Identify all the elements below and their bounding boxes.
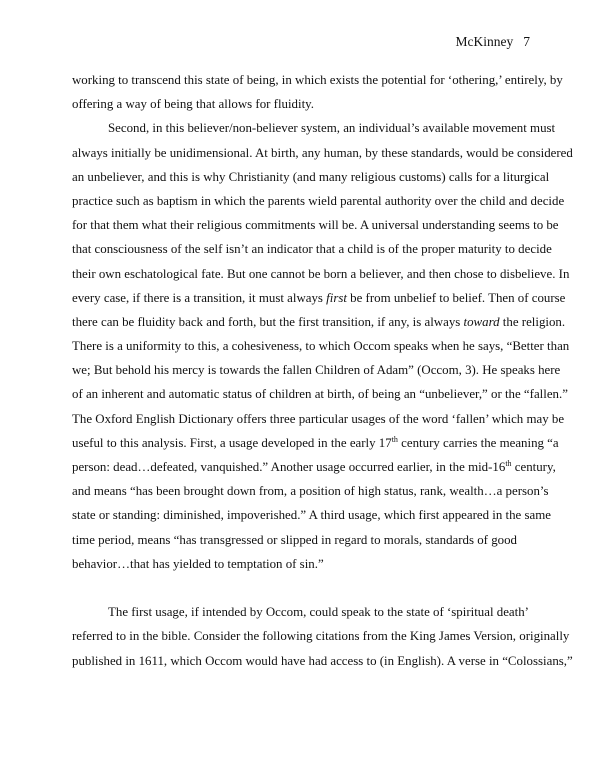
text-line: of an inherent and automatic status of children at birth, of being an “unbeliever,” or the “fallen.” — [72, 387, 568, 402]
text-line: for that them what their religious commitments will be. A universal understanding seems to be — [72, 218, 559, 233]
text-line: and means “has been brought down from, a position of high status, rank, wealth…a person’s — [72, 484, 549, 499]
text-line: their own eschatological fate. But one cannot be born a believer, and then chose to disbelieve. In — [72, 266, 570, 281]
paragraph-gap — [72, 576, 532, 600]
text-line: working to transcend this state of being, in which exists the potential for ‘othering,’ entirely, by — [72, 73, 563, 87]
body-text — [72, 68, 573, 673]
text-line: behavior…that has yielded to temptation of sin.” — [72, 556, 324, 571]
emphasis-first: first — [326, 290, 347, 305]
text-line: we; But behold his mercy is towards the fallen Children of Adam” (Occom, 3). He speaks here — [72, 363, 561, 378]
text-line: every case, if there is a transition, it must always first be from unbelief to belief. Then of course — [72, 290, 566, 305]
emphasis-toward: toward — [463, 314, 500, 329]
superscript-th: th — [505, 459, 512, 468]
text-line: person: dead…defeated, vanquished.” Another usage occurred earlier, in the mid-16th century, — [72, 459, 556, 474]
text-line: there can be fluidity back and forth, but the first transition, if any, is always toward the religion. — [72, 314, 566, 329]
text-line: The Oxford English Dictionary offers three particular usages of the word ‘fallen’ which may be — [72, 411, 565, 426]
paragraph-start-line: Second, in this believer/non-believer system, an individual’s available movement must — [108, 121, 556, 136]
text-line: referred to in the bible. Consider the following citations from the King James Version, originally — [72, 629, 570, 644]
running-header — [456, 34, 531, 50]
superscript-th: th — [391, 434, 398, 444]
text-line: state or standing: diminished, impoverished.” A third usage, which first appeared in the same — [72, 508, 551, 523]
text-line: useful to this analysis. First, a usage developed in the early 17th century carries the meaning “a — [72, 434, 559, 450]
text-line: that consciousness of the self isn’t an indicator that a child is of the proper maturity to decide — [72, 242, 552, 257]
header-page-number: 7 — [523, 34, 530, 49]
text-line: offering a way of being that allows for fluidity. — [72, 97, 314, 112]
text-line: There is a uniformity to this, a cohesiveness, to which Occom speaks when he says, “Better than — [72, 339, 570, 354]
text-line: an unbeliever, and this is why Christianity (and many religious customs) calls for a liturgical — [72, 169, 550, 184]
header-author: McKinney — [455, 34, 514, 49]
text-line: published in 1611, which Occom would have had access to (in English). A verse in “Colossians,” — [72, 653, 573, 668]
text-line: time period, means “has transgressed or slipped in regard to morals, standards of good — [72, 532, 517, 547]
paragraph-start-line: The first usage, if intended by Occom, could speak to the state of ‘spiritual death’ — [108, 605, 529, 620]
text-line: practice such as baptism in which the parents wield parental authority over the child and decide — [72, 193, 565, 208]
text-line: always initially be unidimensional. At birth, any human, by these standards, would be considered — [72, 145, 573, 160]
